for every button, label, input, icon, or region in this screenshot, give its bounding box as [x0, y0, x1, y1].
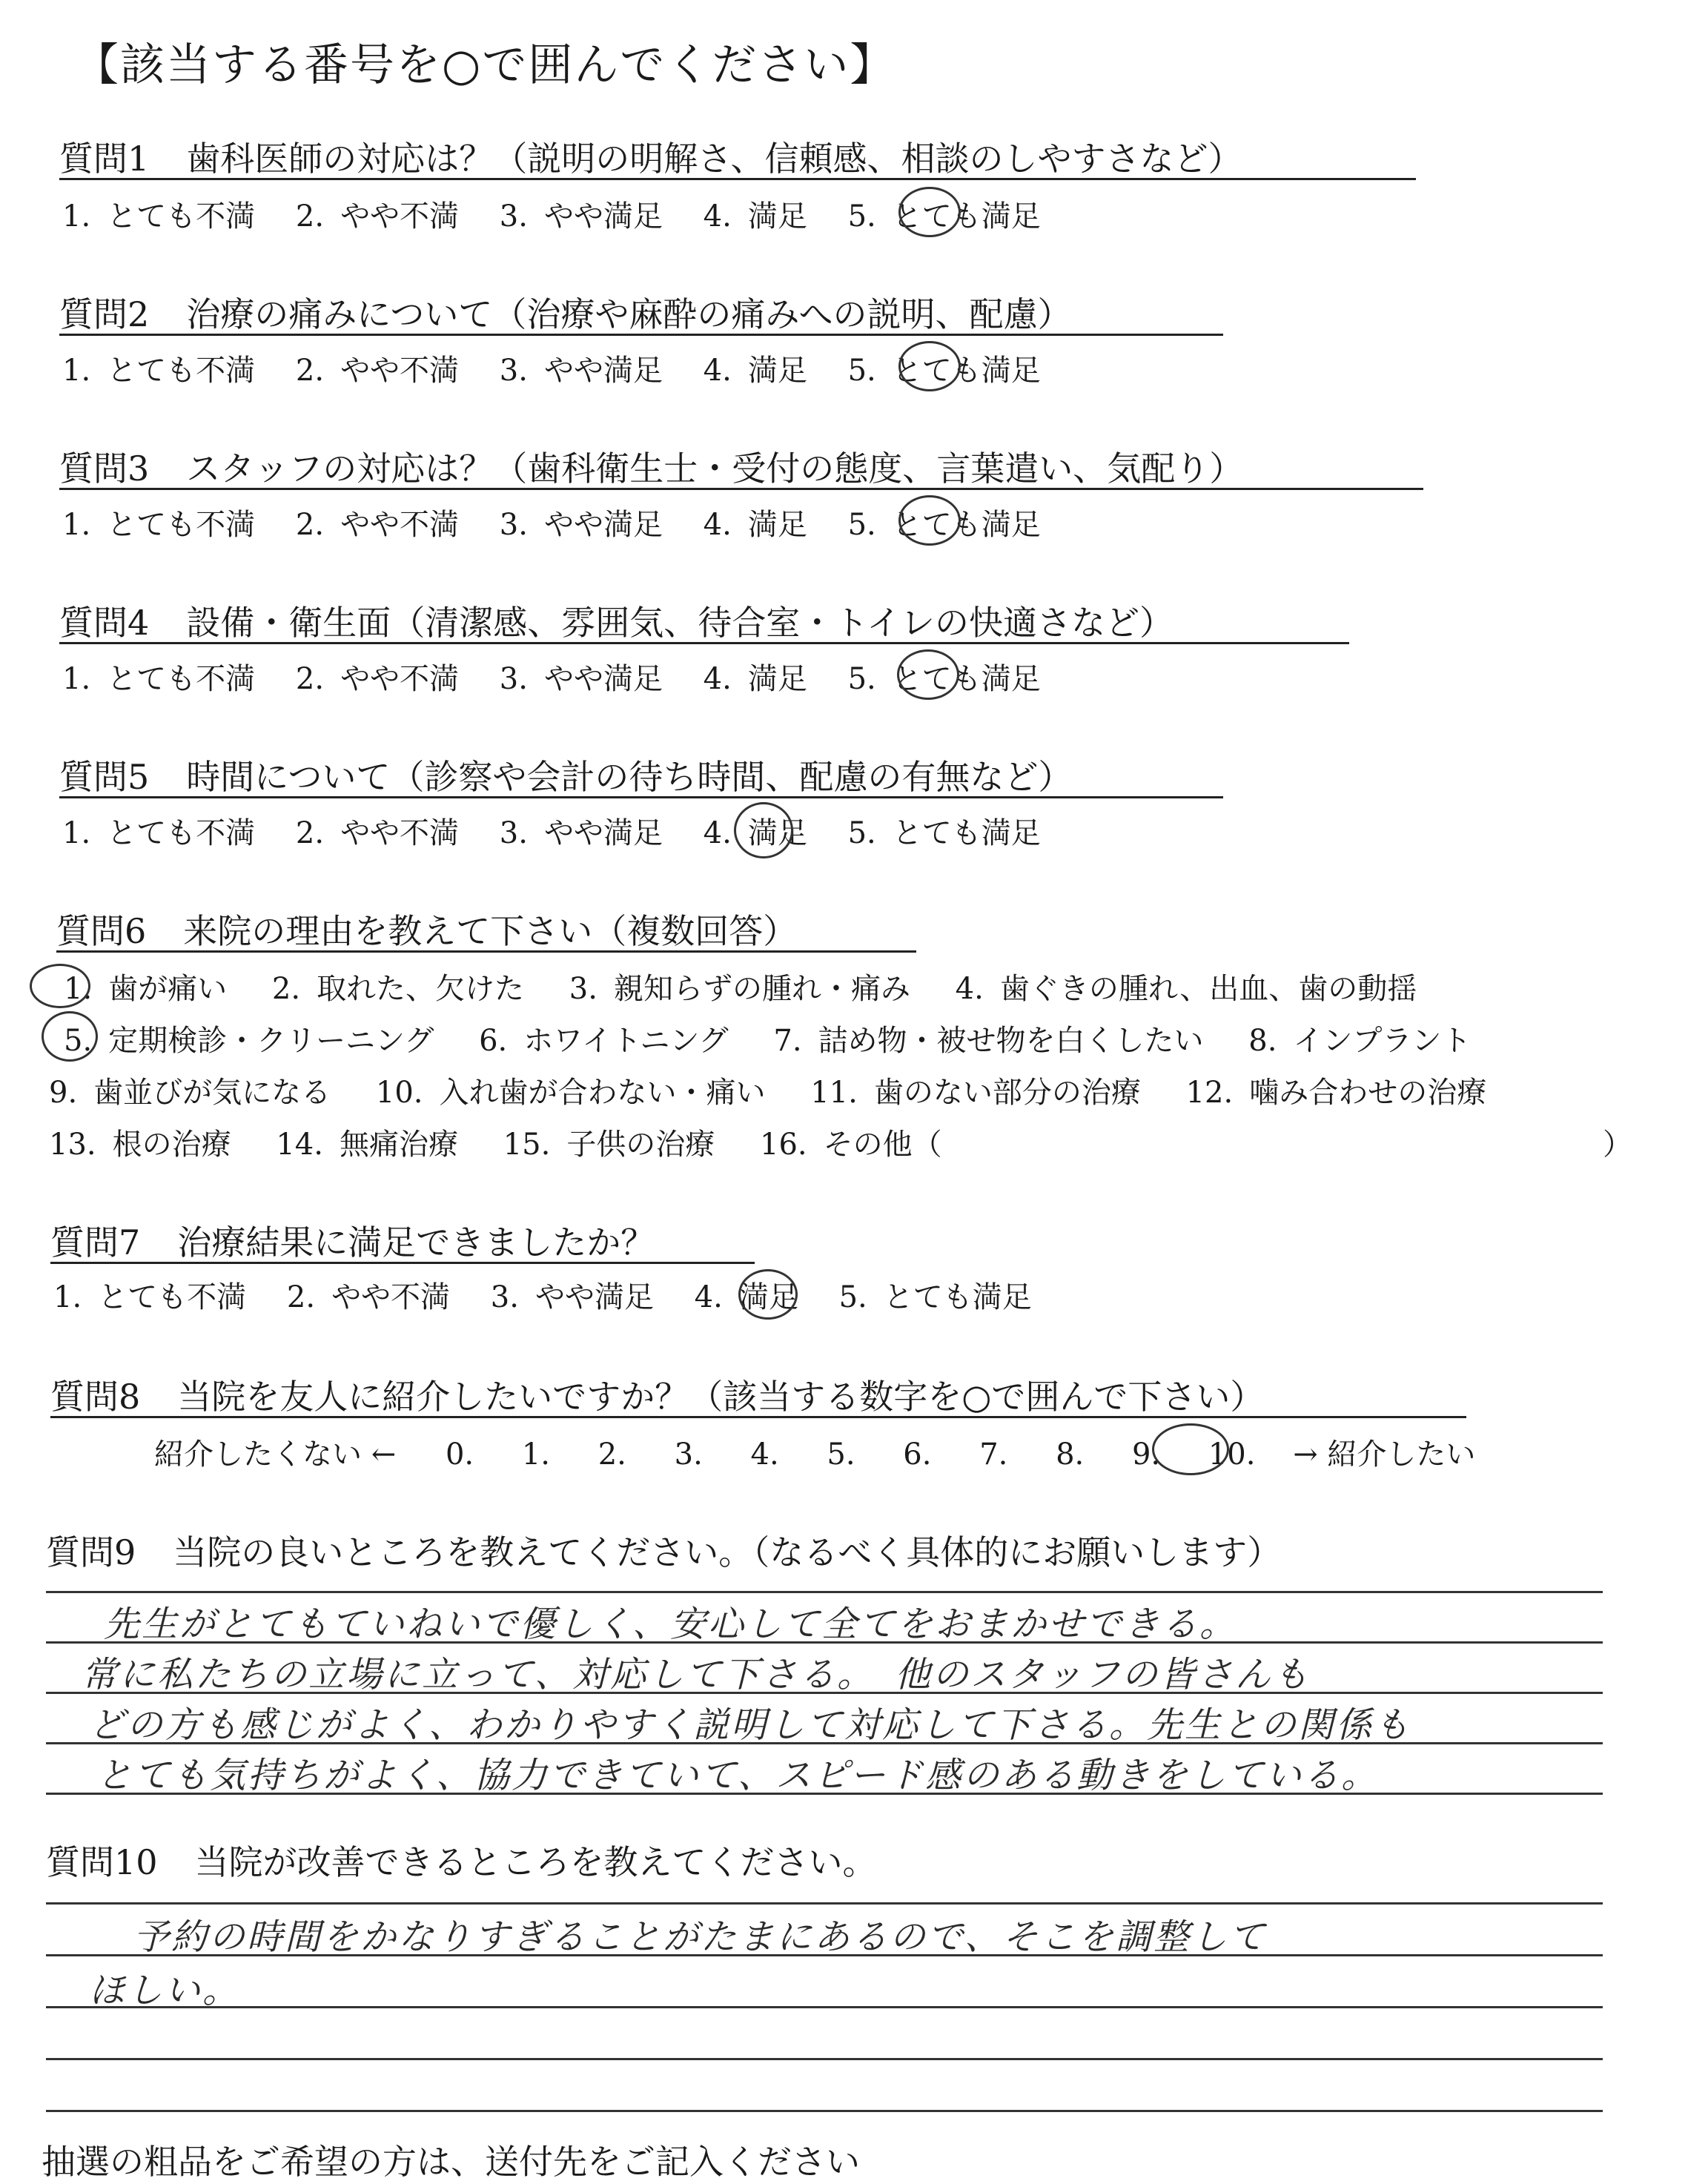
- option-5-selected[interactable]: 5. とても満足: [847, 199, 1041, 234]
- question-number: 質問9: [46, 1532, 136, 1572]
- option-1[interactable]: 1. とても不満: [62, 354, 256, 388]
- scale-3[interactable]: 3.: [674, 1437, 703, 1472]
- answer-options-q5: [59, 810, 1069, 852]
- option-2[interactable]: 2. やや不満: [295, 508, 460, 542]
- option-1[interactable]: 1. とても不満: [62, 816, 256, 850]
- question-9: [46, 1526, 1281, 1575]
- reason-9[interactable]: 9. 歯並びが気になる: [49, 1076, 331, 1110]
- question-text: 設備・衛生面（清潔感、雰囲気、待合室・トイレの快適さなど）: [186, 603, 1174, 643]
- reason-7[interactable]: 7. 詰め物・被せ物を白くしたい: [773, 1024, 1204, 1058]
- selection-circle: [738, 1269, 798, 1320]
- question-underline: [50, 1262, 755, 1264]
- option-1[interactable]: 1. とても不満: [62, 662, 256, 696]
- answer-line: [46, 1902, 1603, 1905]
- question-underline: [59, 334, 1223, 336]
- reason-1-selected[interactable]: 1. 歯が痛い: [64, 972, 228, 1006]
- option-4[interactable]: 4. 満足: [703, 662, 807, 696]
- option-3[interactable]: 3. やや満足: [499, 354, 663, 388]
- scale-1[interactable]: 1.: [521, 1437, 551, 1472]
- selection-circle: [898, 495, 961, 546]
- option-4[interactable]: 4. 満足: [703, 199, 807, 234]
- option-3[interactable]: 3. やや満足: [490, 1280, 654, 1314]
- answer-line: [46, 2110, 1603, 2112]
- option-5-selected[interactable]: 5. とても満足: [847, 508, 1041, 542]
- question-number: 質問5: [59, 757, 150, 797]
- scale-8[interactable]: 8.: [1056, 1437, 1085, 1472]
- question-5: [59, 750, 1072, 799]
- scale-6[interactable]: 6.: [903, 1437, 932, 1472]
- question-4: [59, 596, 1174, 645]
- reason-row-4: [46, 1121, 970, 1163]
- option-5-selected[interactable]: 5. とても満足: [847, 662, 1041, 696]
- reason-15[interactable]: 15. 子供の治療: [503, 1128, 715, 1162]
- answer-line: [46, 2006, 1603, 2008]
- scale-9[interactable]: 9.: [1131, 1437, 1161, 1472]
- question-text: 来院の理由を教えて下さい（複数回答）: [183, 911, 798, 951]
- option-4-selected[interactable]: 4. 満足: [703, 816, 807, 850]
- question-number: 質問4: [59, 603, 150, 643]
- selection-circle: [898, 341, 961, 391]
- reason-4[interactable]: 4. 歯ぐきの腫れ、出血、歯の動揺: [955, 972, 1417, 1006]
- reason-row-3: [46, 1069, 1515, 1111]
- question-text: スタッフの対応は？（歯科衛生士・受付の態度、言葉遣い、気配り）: [186, 449, 1244, 489]
- reason-row-2: [61, 1017, 1499, 1059]
- other-close-paren: ）: [1603, 1128, 1632, 1162]
- reason-13[interactable]: 13. 根の治療: [49, 1128, 231, 1162]
- reason-14[interactable]: 14. 無痛治療: [276, 1128, 458, 1162]
- question-text: 治療の痛みについて（治療や麻酔の痛みへの説明、配慮）: [186, 294, 1072, 334]
- answer-line: [46, 2058, 1603, 2060]
- reason-3[interactable]: 3. 親知らずの腫れ・痛み: [569, 972, 910, 1006]
- option-2[interactable]: 2. やや不満: [286, 1280, 451, 1314]
- scale-5[interactable]: 5.: [827, 1437, 855, 1472]
- scale-10-selected[interactable]: 10.: [1208, 1437, 1256, 1472]
- footer-note: 抽選の粗品をご希望の方は、送付先をご記入ください: [42, 2142, 860, 2182]
- question-underline: [59, 796, 1223, 798]
- question-number: 質問6: [56, 911, 147, 951]
- question-1: [59, 132, 1242, 181]
- question-8: [50, 1370, 1264, 1419]
- question-text: 歯科医師の対応は？（説明の明解さ、信頼感、相談のしやすさなど）: [186, 139, 1242, 179]
- option-1[interactable]: 1. とても不満: [62, 508, 256, 542]
- handwritten-answer-line: どの方も感じがよく、わかりやすく説明して対応して下さる。先生との関係も: [89, 1704, 1412, 1746]
- scale-2[interactable]: 2.: [598, 1437, 626, 1472]
- option-3[interactable]: 3. やや満足: [499, 662, 663, 696]
- page-title: 【該当する番号を○で囲んでください】: [74, 39, 896, 91]
- reason-2[interactable]: 2. 取れた、欠けた: [271, 972, 525, 1006]
- question-underline: [50, 1416, 1466, 1418]
- option-5[interactable]: 5. とても満足: [838, 1280, 1032, 1314]
- scale-right-label: → 紹介したい: [1293, 1437, 1476, 1472]
- option-5-selected[interactable]: 5. とても満足: [847, 354, 1041, 388]
- option-2[interactable]: 2. やや不満: [295, 662, 460, 696]
- question-number: 質問2: [59, 294, 150, 334]
- selection-circle: [30, 964, 90, 1008]
- scale-4[interactable]: 4.: [750, 1437, 779, 1472]
- answer-line: [46, 1591, 1603, 1593]
- handwritten-answer-line: ほしい。: [89, 1970, 241, 2011]
- question-text: 当院が改善できるところを教えてください。: [194, 1842, 877, 1882]
- answer-options-q7: [50, 1274, 1060, 1316]
- question-underline: [59, 178, 1416, 180]
- selection-circle: [897, 649, 959, 700]
- option-3[interactable]: 3. やや満足: [499, 199, 663, 234]
- question-text: 治療結果に満足できましたか？: [177, 1222, 655, 1263]
- question-7: [50, 1216, 655, 1265]
- question-10: [46, 1836, 877, 1884]
- reason-10[interactable]: 10. 入れ歯が合わない・痛い: [375, 1076, 766, 1110]
- question-number: 質問10: [46, 1842, 158, 1882]
- question-underline: [59, 488, 1423, 490]
- question-3: [59, 442, 1243, 491]
- scale-0[interactable]: 0.: [445, 1437, 474, 1472]
- option-1[interactable]: 1. とても不満: [62, 199, 256, 234]
- reason-5-selected[interactable]: 5. 定期検診・クリーニング: [64, 1024, 434, 1058]
- question-text: 当院の良いところを教えてください。（なるべく具体的にお願いします）: [173, 1532, 1282, 1572]
- question-number: 質問8: [50, 1377, 141, 1417]
- reason-6[interactable]: 6. ホワイトニング: [479, 1024, 729, 1058]
- selection-circle: [734, 802, 793, 858]
- handwritten-answer-line: 常に私たちの立場に立って、対応して下さる。 他のスタッフの皆さんも: [82, 1654, 1311, 1695]
- option-4[interactable]: 4. 満足: [703, 508, 807, 542]
- selection-circle: [42, 1011, 98, 1062]
- recommend-scale: [154, 1431, 1475, 1473]
- question-number: 質問1: [59, 139, 150, 179]
- scale-left-label: 紹介したくない ←: [154, 1437, 397, 1472]
- question-text: 当院を友人に紹介したいですか？（該当する数字を○で囲んで下さい）: [177, 1377, 1265, 1417]
- question-underline: [59, 642, 1349, 644]
- option-2[interactable]: 2. やや不満: [295, 816, 460, 850]
- handwritten-answer-line: 先生がとてもていねいで優しく、安心して全てをおまかせできる。: [104, 1604, 1238, 1645]
- selection-circle: [898, 187, 961, 237]
- option-3[interactable]: 3. やや満足: [499, 816, 663, 850]
- question-2: [59, 288, 1071, 337]
- reason-12[interactable]: 12. 噛み合わせの治療: [1185, 1076, 1487, 1110]
- handwritten-answer-line: とても気持ちがよく、協力できていて、スピード感のある動きをしている。: [96, 1755, 1380, 1796]
- option-3[interactable]: 3. やや満足: [499, 508, 663, 542]
- option-1[interactable]: 1. とても不満: [53, 1280, 247, 1314]
- question-number: 質問3: [59, 449, 150, 489]
- question-text: 時間について（診察や会計の待ち時間、配慮の有無など）: [186, 757, 1073, 797]
- option-4[interactable]: 4. 満足: [703, 354, 807, 388]
- option-2[interactable]: 2. やや不満: [295, 199, 460, 234]
- selection-circle: [1152, 1423, 1229, 1475]
- reason-8[interactable]: 8. インプラント: [1248, 1024, 1472, 1058]
- option-2[interactable]: 2. やや不満: [295, 354, 460, 388]
- scale-7[interactable]: 7.: [979, 1437, 1008, 1472]
- reason-11[interactable]: 11. 歯のない部分の治療: [810, 1076, 1141, 1110]
- handwritten-answer-line: 予約の時間をかなりすぎることがたまにあるので、そこを調整して: [133, 1916, 1268, 1958]
- question-6: [56, 904, 797, 953]
- question-underline: [56, 950, 916, 953]
- option-5[interactable]: 5. とても満足: [847, 816, 1041, 850]
- question-number: 質問7: [50, 1222, 141, 1263]
- reason-16-other[interactable]: 16. その他（: [760, 1128, 942, 1162]
- option-4-selected[interactable]: 4. 満足: [694, 1280, 798, 1314]
- reason-row-1: [61, 965, 1445, 1007]
